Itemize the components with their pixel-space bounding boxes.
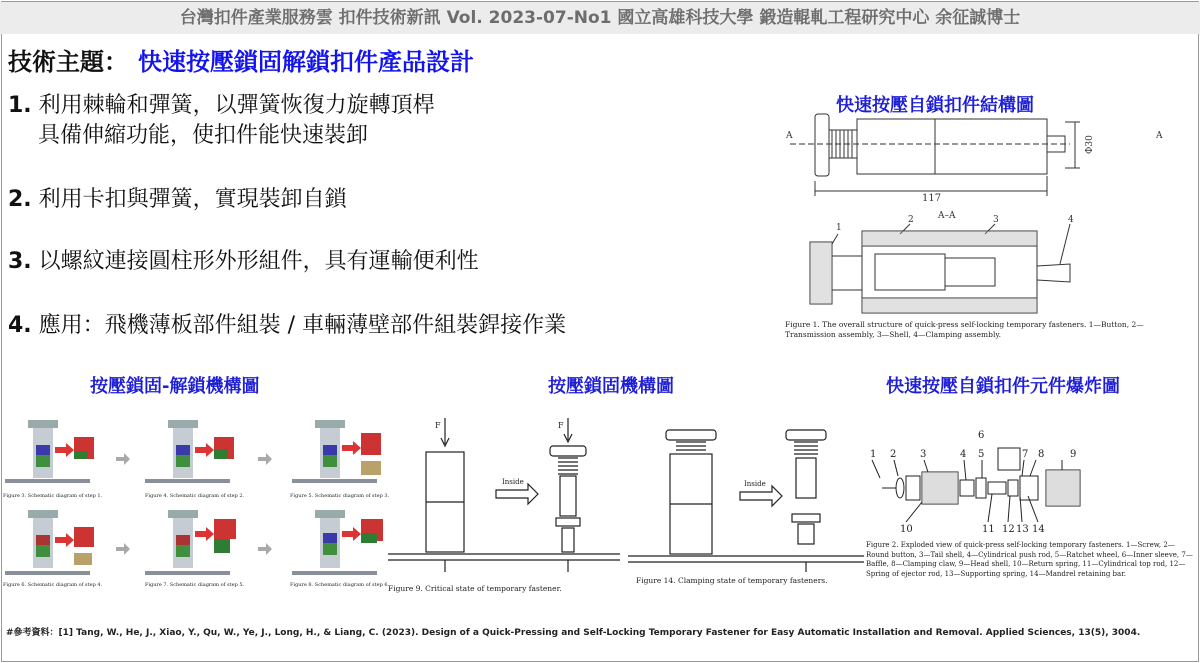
section-label: A–A — [938, 211, 956, 221]
step-5-caption: Figure 7. Schematic diagram of step 5. — [145, 582, 245, 588]
structure-figure-caption: Figure 1. The overall structure of quick-press self-locking temporary fasteners. 1—Button, 2—Transmission assembly, 3—Shell, 4—Clamping assembly. — [785, 320, 1144, 339]
step-4-caption: Figure 6. Schematic diagram of step 4. — [3, 582, 103, 588]
inside-label-1: Inside — [502, 478, 524, 486]
force-label-1: F — [435, 421, 441, 430]
label-2: 2 — [908, 215, 914, 225]
label-4: 4 — [1068, 215, 1074, 225]
step-3-caption: Figure 5. Schematic diagram of step 3. — [290, 493, 390, 499]
exploded-label-1: 1 — [870, 449, 877, 460]
exploded-label-14: 14 — [1032, 524, 1045, 535]
topic-value: 快速按壓鎖固解鎖扣件產品設計 — [138, 48, 474, 76]
exploded-label-7: 7 — [1022, 449, 1029, 460]
point-3: 3. 以螺紋連接圓柱形外形組件，具有運輸便利性 — [8, 249, 479, 274]
caption-structure: 快速按壓自鎖扣件結構圖 — [836, 95, 1034, 116]
structure-diagram — [780, 106, 1180, 318]
exploded-label-9: 9 — [1070, 449, 1077, 460]
inside-label-2: Inside — [744, 480, 766, 488]
critical-caption: Figure 9. Critical state of temporary fastener. — [388, 584, 562, 593]
exploded-label-5: 5 — [978, 449, 985, 460]
force-label-2: F — [558, 421, 564, 430]
step-diagrams — [0, 415, 396, 595]
step-6-caption: Figure 8. Schematic diagram of step 6. — [290, 582, 390, 588]
caption-lock: 按壓鎖固機構圖 — [548, 376, 674, 397]
marker-a-left: A — [786, 131, 793, 141]
exploded-label-2: 2 — [890, 449, 897, 460]
exploded-label-11: 11 — [982, 524, 995, 535]
exploded-label-8: 8 — [1038, 449, 1045, 460]
exploded-caption: Figure 2. Exploded view of quick-press self-locking temporary fasteners. 1—Screw, 2—Round button, 3—Tail shell, 4—Cylindrical push rod, 5—Ratchet wheel, 6—Inner sleeve, 7—Baffle, 8—Clamping claw, 9—Head shell, 10—Return spring, 11—Cylindrical top rod, 12—Spring of ejector rod, 13—Supporting spring, 14—Mandrel retaining bar. — [866, 541, 1193, 578]
reference: #參考資料：[1] Tang, W., He, J., Xiao, Y., Qu, W., Ye, J., Long, H., & Liang, C. (2023). Design of a Quick-Pressing and Self-Locking Temporary Fastener for Easy Automatic Installation and Removal. Applied Sciences, 13(5), 3004. — [6, 628, 1141, 638]
critical-state-diagram — [388, 410, 620, 582]
clamping-state-diagram — [628, 420, 864, 575]
caption-lock-unlock: 按壓鎖固-解鎖機構圖 — [90, 376, 260, 397]
page-header: 台灣扣件產業服務雲 扣件技術新訊 Vol. 2023-07-No1 國立高雄科技大學 鍛造輥軋工程研究中心 余征誠博士 — [0, 2, 1200, 34]
step-5-diagram — [145, 510, 236, 575]
label-1: 1 — [836, 223, 842, 233]
step-2-caption: Figure 4. Schematic diagram of step 2. — [145, 493, 245, 499]
caption-exploded: 快速按壓自鎖扣件元件爆炸圖 — [886, 376, 1120, 397]
exploded-label-4: 4 — [960, 449, 967, 460]
step-arrows — [116, 453, 272, 555]
exploded-label-12: 12 — [1002, 524, 1015, 535]
topic-label: 技術主題： — [8, 48, 128, 76]
step-1-caption: Figure 3. Schematic diagram of step 1. — [3, 493, 103, 499]
point-2: 2. 利用卡扣與彈簧，實現裝卸自鎖 — [8, 187, 347, 212]
step-6-diagram — [292, 510, 383, 575]
clamp-caption: Figure 14. Clamping state of temporary fasteners. — [636, 576, 828, 585]
topic-title — [8, 42, 474, 82]
marker-a-right: A — [1156, 131, 1163, 141]
dim-diameter: Φ30 — [1085, 135, 1095, 154]
point-1: 1. 利用棘輪和彈簧，以彈簧恢復力旋轉頂桿 — [8, 93, 435, 118]
step-2-diagram — [145, 420, 234, 483]
step-3-diagram — [292, 420, 381, 483]
label-3: 3 — [993, 215, 999, 225]
exploded-label-13: 13 — [1016, 524, 1029, 535]
step-1-diagram — [5, 420, 94, 483]
exploded-diagram — [866, 422, 1090, 540]
exploded-label-3: 3 — [920, 449, 927, 460]
point-1-cont: 具備伸縮功能，使扣件能快速裝卸 — [38, 123, 369, 148]
step-4-diagram — [5, 510, 94, 575]
exploded-label-10: 10 — [900, 524, 913, 535]
point-4: 4. 應用：飛機薄板部件組裝 / 車輛薄壁部件組裝銲接作業 — [8, 313, 567, 338]
exploded-label-6: 6 — [978, 430, 985, 441]
dim-length: 117 — [922, 193, 942, 204]
